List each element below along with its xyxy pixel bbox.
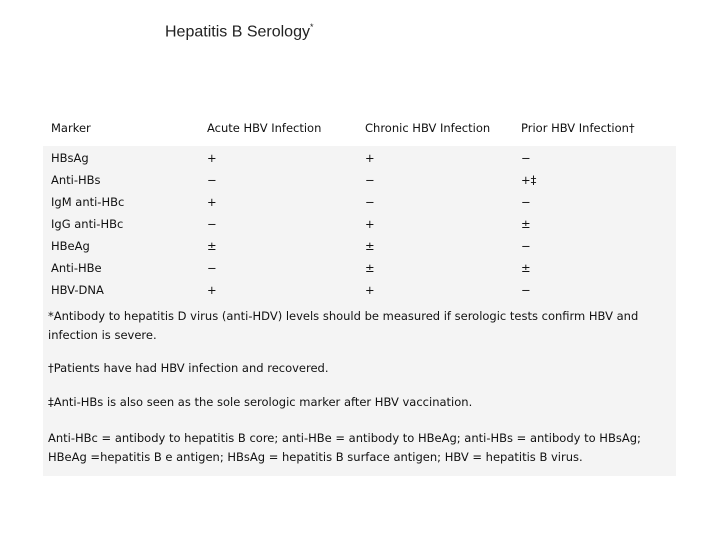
footnote-line: *Antibody to hepatitis D virus (anti-HDV) levels should be measured if serologic tests confirm HBV and <box>48 309 639 323</box>
row-prior: +‡ <box>521 173 537 187</box>
header-marker: Marker <box>51 121 91 135</box>
footnote-line: infection is severe. <box>48 328 157 342</box>
footnote-line: Anti-HBc = antibody to hepatitis B core; anti-HBe = antibody to HBeAg; anti-HBs = antibody to HBsAg; <box>48 431 641 445</box>
row-marker: HBeAg <box>51 239 90 253</box>
row-acute: + <box>207 283 217 297</box>
table-header-row <box>43 113 676 146</box>
row-prior: − <box>521 151 531 165</box>
footnote-prior-infection <box>48 359 648 378</box>
row-prior: ± <box>521 261 531 275</box>
row-chronic: + <box>365 151 375 165</box>
page-title <box>165 22 313 41</box>
footnote-vaccination <box>48 393 648 412</box>
row-acute: + <box>207 195 217 209</box>
footnote-line: †Patients have had HBV infection and recovered. <box>48 361 329 375</box>
row-acute: + <box>207 151 217 165</box>
row-acute: − <box>207 217 217 231</box>
serology-table-panel <box>43 113 676 476</box>
footnote-line: ‡Anti-HBs is also seen as the sole serologic marker after HBV vaccination. <box>48 395 473 409</box>
header-prior: Prior HBV Infection† <box>521 121 635 135</box>
row-chronic: ± <box>365 261 375 275</box>
row-chronic: − <box>365 195 375 209</box>
row-chronic: ± <box>365 239 375 253</box>
row-marker: IgM anti-HBc <box>51 195 125 209</box>
title-text: Hepatitis B Serology <box>165 23 310 41</box>
header-acute: Acute HBV Infection <box>207 121 322 135</box>
header-chronic: Chronic HBV Infection <box>365 121 491 135</box>
row-marker: HBsAg <box>51 151 89 165</box>
row-chronic: + <box>365 217 375 231</box>
footnote-hdv <box>48 307 648 345</box>
row-marker: Anti-HBs <box>51 173 101 187</box>
row-marker: HBV-DNA <box>51 283 104 297</box>
footnote-line: HBeAg =hepatitis B e antigen; HBsAg = hepatitis B surface antigen; HBV = hepatitis B virus. <box>48 450 583 464</box>
row-chronic: + <box>365 283 375 297</box>
row-acute: − <box>207 173 217 187</box>
row-marker: Anti-HBe <box>51 261 102 275</box>
row-marker: IgG anti-HBc <box>51 217 124 231</box>
row-prior: − <box>521 239 531 253</box>
footnote-abbreviations <box>48 429 648 467</box>
row-prior: − <box>521 283 531 297</box>
row-prior: − <box>521 195 531 209</box>
row-chronic: − <box>365 173 375 187</box>
row-prior: ± <box>521 217 531 231</box>
title-footnote-mark: * <box>309 22 314 32</box>
row-acute: ± <box>207 239 217 253</box>
row-acute: − <box>207 261 217 275</box>
